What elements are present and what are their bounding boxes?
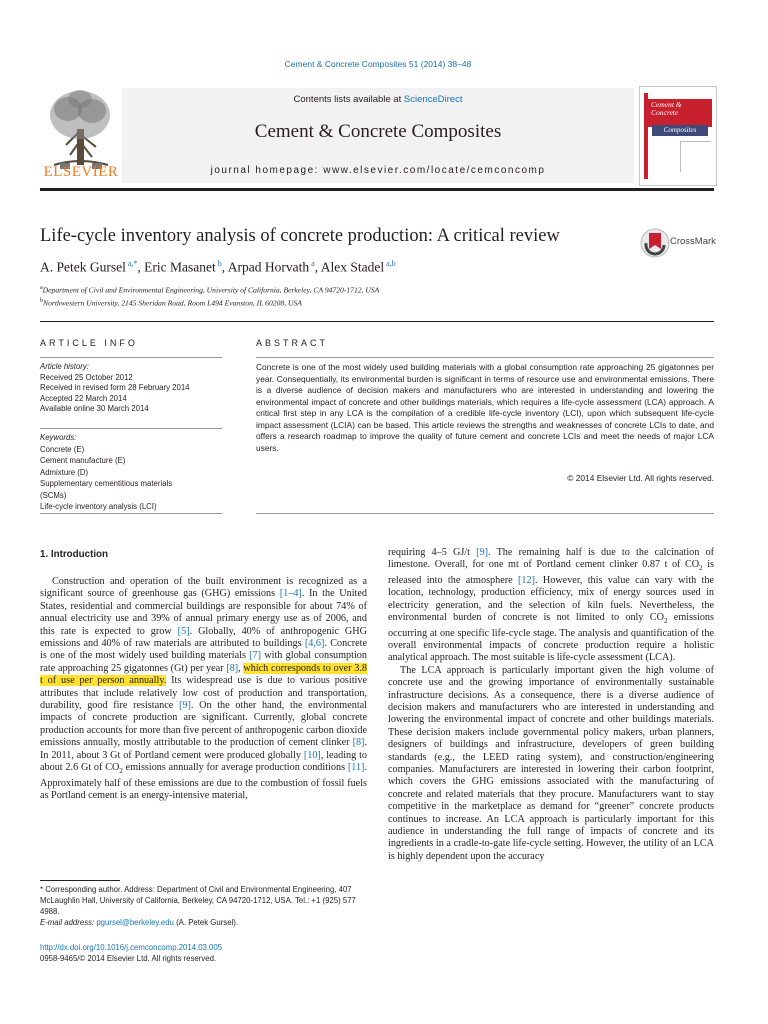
crossmark-icon bbox=[639, 227, 671, 259]
footnote-rule bbox=[40, 880, 120, 881]
reference-link[interactable]: [9] bbox=[178, 700, 191, 712]
elsevier-logo bbox=[40, 85, 122, 185]
homepage-url-link[interactable]: www.elsevier.com/locate/cemconcomp bbox=[323, 165, 546, 176]
body-column-left bbox=[40, 576, 367, 802]
article-history bbox=[40, 362, 222, 415]
crossmark-label: CrossMark bbox=[670, 236, 716, 247]
journal-homepage bbox=[122, 165, 634, 176]
author-affiliation-marker[interactable]: a,b bbox=[386, 259, 396, 268]
footnote bbox=[40, 884, 367, 928]
contents-prefix: Contents lists available at bbox=[293, 94, 404, 105]
abstract-copyright: © 2014 Elsevier Ltd. All rights reserved. bbox=[567, 473, 714, 483]
reference-link[interactable]: [9] bbox=[476, 547, 489, 558]
divider bbox=[256, 513, 714, 514]
title-rule bbox=[40, 321, 714, 322]
reference-link[interactable]: [10] bbox=[303, 749, 321, 761]
divider bbox=[40, 513, 222, 514]
issn-line: 0958-9465/© 2014 Elsevier Ltd. All rights reserved. bbox=[40, 954, 217, 963]
cover-title-line2: Concrete bbox=[651, 108, 679, 117]
reference-link[interactable]: [5] bbox=[177, 625, 190, 637]
email-link[interactable]: pgursel@berkeley.edu bbox=[96, 918, 174, 927]
journal-title: Cement & Concrete Composites bbox=[254, 121, 502, 142]
journal-cover-thumbnail[interactable] bbox=[639, 86, 717, 186]
history-item: Received in revised form 28 February 2014 bbox=[40, 383, 190, 392]
paragraph: requiring 4–5 GJ/t [9]. The remaining half is due to the calcination of limestone. Overall, for one mt of Portland cement clinker 0.87 t of $CO_2$ is released into the atmosphere [12]. However, this value can vary with the location, technology, production efficiency, mix of energy sources used in electricity generation, and the selection of kiln fuels. Nevertheless, the environmental burden of concrete is not limited to only $CO_2$ emissions occurring at one specific life-cycle stage. The analysis and quantification of the overall environmental impacts of concrete production require a holistic analytical approach. The most suitable is life-cycle assessment (LCA). bbox=[388, 547, 714, 664]
reference-link[interactable]: [12] bbox=[518, 574, 535, 586]
keyword-item: (SCMs) bbox=[40, 490, 67, 500]
author-name[interactable]: Eric Masanet bbox=[144, 259, 216, 275]
cover-title-block bbox=[648, 99, 712, 127]
divider bbox=[40, 357, 222, 358]
history-item: Available online 30 March 2014 bbox=[40, 404, 149, 413]
keyword-item: Cement manufacture (E) bbox=[40, 456, 126, 465]
keywords bbox=[40, 432, 222, 513]
body-column-right bbox=[388, 547, 714, 863]
crossmark-badge[interactable] bbox=[639, 227, 719, 261]
history-label: Article history: bbox=[40, 362, 89, 371]
reference-link[interactable]: [7] bbox=[249, 650, 262, 662]
affiliations bbox=[40, 283, 379, 308]
email-line: E-mail address: pgursel@berkeley.edu (A. Petek Gursel). bbox=[40, 918, 239, 927]
paragraph: Construction and operation of the built environment is recognized as a significant source of greenhouse gas (GHG) emissions [1–4]. In the United States, residential and commercial buildings are responsible for about 74% of annual electricity use and 39% of annual primary energy use as of 2006, and this rate is expected to grow [5]. Globally, 40% of anthropogenic GHG emissions and 40% of raw materials are attributed to buildings [4,6]. Concrete is one of the most widely used building materials [7] with global consumption rate approaching 25 gigatonnes (Gt) per year [8], which corresponds to over 3.8 t of use per person annually. Its widespread use is due to various positive attributes that include relatively low cost of production and transportation, durability, good fire resistance [9]. On the other hand, the environmental impacts of concrete production are significant. Currently, global concrete production accounts for more than five percent of anthropogenic carbon dioxide emissions annually, mostly attributable to the production of cement clinker [8]. In 2011, about 3 Gt of Portland cement were produced globally [10], leading to about 2.6 Gt of $CO_2$ emissions annually for average production conditions [11]. Approximately half of these emissions are due to the combustion of fossil fuels as Portland cement is an energy-intensive material, bbox=[40, 576, 368, 801]
keyword-item: Life-cycle inventory analysis (LCI) bbox=[40, 502, 157, 511]
author-name[interactable]: Arpad Horvath bbox=[227, 259, 310, 275]
keyword-item: Admixture (D) bbox=[40, 467, 89, 477]
cover-title-line1: Cement & bbox=[651, 100, 682, 109]
affiliation-line: $^a$Department of Civil and Environmental Engineering, University of California, Berkeley, CA 94720-1712, USA bbox=[40, 285, 380, 295]
elsevier-wordmark: ELSEVIER bbox=[43, 164, 119, 180]
divider bbox=[256, 357, 714, 358]
sciencedirect-link[interactable]: ScienceDirect bbox=[403, 94, 463, 105]
cover-title-line3: Composites bbox=[652, 125, 708, 136]
article-info-heading: ARTICLE INFO bbox=[40, 338, 138, 348]
reference-link[interactable]: [11] bbox=[347, 762, 365, 774]
journal-reference-link[interactable]: Cement & Concrete Composites 51 (2014) 38–48 bbox=[284, 59, 472, 69]
corresponding-author-note: * Corresponding author. Address: Department of Civil and Environmental Engineering, 407 McLaughlin Hall, University of California, Berkeley, CA 94720-1712, USA. Tel.: +1 (925) 577 4988. bbox=[40, 885, 356, 916]
abstract-text: Concrete is one of the most widely used building materials with a global consumption rate approaching 25 gigatonnes per year. Consequentially, its environmental burden is significant in terms of resource use and environmental emissions. There is a diverse audience of decision makers and manufacturers who are interested in understanding and lowering the environmental impact of concrete and other buildings materials, which requires a life-cycle assessment (LCA) approach. A critical first step in any LCA is the compilation of a credible life-cycle inventory (LCI), upon which subsequent life-cycle impact assessment (LCIA) can be based. This article reviews the strengths and weaknesses of concrete LCIs to date, and offers a research roadmap to improve the quality of future cement and concrete LCIs and meet the needs of major LCA users. bbox=[256, 362, 714, 453]
author-affiliation-marker[interactable]: a,* bbox=[127, 259, 138, 268]
author-affiliation-marker[interactable]: b bbox=[217, 259, 222, 268]
author-name[interactable]: Alex Stadel bbox=[320, 259, 385, 275]
reference-link[interactable]: [8] bbox=[226, 662, 239, 674]
article-title: Life-cycle inventory analysis of concrete production: A critical review bbox=[40, 226, 560, 246]
author-name[interactable]: A. Petek Gursel bbox=[40, 259, 126, 275]
author-list: A. Petek Gursel $^{a,*}$, Eric Masanet $^b$, Arpad Horvath $^a$, Alex Stadel $^{a,b}$ bbox=[40, 259, 396, 275]
doi-link[interactable]: http://dx.doi.org/10.1016/j.cemconcomp.2014.03.005 bbox=[40, 943, 223, 952]
reference-link[interactable]: [1–4] bbox=[279, 588, 302, 600]
homepage-prefix: journal homepage: bbox=[210, 165, 324, 176]
keywords-label: Keywords: bbox=[40, 433, 77, 442]
history-item: Accepted 22 March 2014 bbox=[40, 393, 127, 403]
reference-link[interactable]: [4,6] bbox=[304, 638, 325, 650]
contents-availability bbox=[122, 94, 634, 105]
history-item: Received 25 October 2012 bbox=[40, 372, 133, 382]
cover-decoration bbox=[680, 141, 711, 172]
header-rule bbox=[40, 188, 714, 191]
paragraph: The LCA approach is particularly important given the high volume of concrete use and the growing importance of environmentally sustainable infrastructure decisions. As a consequence, there is a diverse audience of decision makers and manufacturers who are interested in understanding and lowering the environmental impact of concrete and other buildings materials. These decision makers include governmental policy makers, urban planners, designers of buildings and infrastructure, developers of green building standards (e.g., the LEED rating system), and construction/engineering companies. Manufacturers are interested in lowering their carbon footprint, which covers the GHG emissions associated with the manufacturing of concrete and related materials that they procure. Manufacturers want to stay competitive in the marketplace as demand for “greener” concrete products continues to increase. An LCA approach is particularly important for this audience in understanding the full range of impacts of concrete and its ingredients in a cradle-to-gate life-cycle setting. However, the utility of an LCA is highly dependent upon the accuracy bbox=[388, 664, 714, 862]
doi-block bbox=[40, 942, 222, 964]
divider bbox=[40, 428, 222, 429]
keyword-item: Supplementary cementitious materials bbox=[40, 479, 173, 488]
section-heading-introduction: 1. Introduction bbox=[40, 549, 109, 560]
highlighted-text[interactable]: which corresponds to over 3.8 t of use per person annually. bbox=[40, 662, 367, 687]
keyword-item: Concrete (E) bbox=[40, 444, 85, 454]
abstract-heading: ABSTRACT bbox=[256, 338, 329, 348]
reference-link[interactable]: [8] bbox=[352, 737, 365, 749]
author-affiliation-marker[interactable]: a bbox=[311, 259, 315, 268]
affiliation-line: $^b$Northwestern University, 2145 Sheridan Road, Room L494 Evanston, IL 60208, USA bbox=[40, 297, 302, 308]
